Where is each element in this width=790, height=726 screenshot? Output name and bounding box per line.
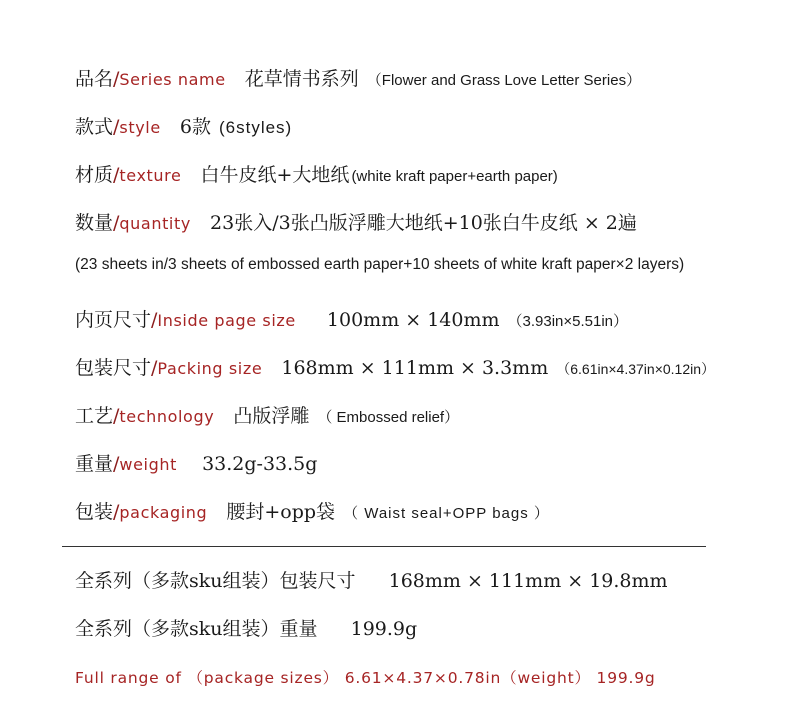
- slash: /: [113, 212, 120, 234]
- slash: /: [113, 453, 120, 475]
- spec-row-technology: [75, 401, 459, 428]
- spec-row-packing-size: [75, 353, 715, 380]
- note: （Flower and Grass Love Letter Series）: [366, 72, 642, 89]
- label-cn: 包装尺寸: [75, 357, 152, 379]
- slash: /: [113, 164, 120, 186]
- label-cn: 重量: [75, 453, 114, 475]
- quantity-note: (23 sheets in/3 sheets of embossed earth paper+10 sheets of white kraft paper×2 layers): [75, 256, 685, 273]
- slash: /: [113, 405, 120, 427]
- note: （ Waist seal+OPP bags ）: [343, 505, 550, 522]
- summary-weight-value: 199.9g: [350, 618, 418, 640]
- label-cn: 款式: [75, 116, 114, 138]
- label-cn: 数量: [75, 212, 114, 234]
- value: 23张入/3张凸版浮雕大地纸+10张白牛皮纸 × 2遍: [210, 212, 637, 234]
- spec-row-series-name: [75, 64, 641, 91]
- label-en: Inside page size: [157, 311, 296, 330]
- summary-english-line: Full range of （package sizes） 6.61×4.37×0.78in（weight） 199.9g: [75, 669, 656, 687]
- summary-size-label: 全系列（多款sku组装）包装尺寸: [75, 570, 356, 592]
- slash: /: [113, 116, 120, 138]
- label-cn: 内页尺寸: [75, 309, 152, 331]
- value: 白牛皮纸+大地纸: [200, 164, 350, 186]
- slash: /: [113, 68, 120, 90]
- spec-row-texture: [75, 160, 558, 187]
- value: 6款: [179, 116, 211, 138]
- value: 168mm × 111mm × 3.3mm: [281, 357, 549, 379]
- label-en: quantity: [119, 214, 191, 233]
- label-en: texture: [119, 166, 182, 185]
- value: 100mm × 140mm: [326, 309, 500, 331]
- value: 33.2g-33.5g: [202, 453, 318, 475]
- note: （3.93in×5.51in）: [507, 313, 629, 330]
- summary-size-value: 168mm × 111mm × 19.8mm: [388, 570, 668, 592]
- slash: /: [151, 309, 158, 331]
- slash: /: [113, 501, 120, 523]
- spec-row-inside-page-size: [75, 305, 628, 332]
- summary-weight-row: [75, 614, 417, 641]
- note: (6styles): [218, 118, 293, 137]
- spec-row-packaging: [75, 497, 550, 524]
- value: 凸版浮雕: [233, 405, 310, 427]
- label-en: Series name: [119, 70, 226, 89]
- label-en: weight: [119, 455, 177, 474]
- summary-size-row: [75, 566, 668, 593]
- label-en: Packing size: [157, 359, 263, 378]
- label-cn: 品名: [75, 68, 114, 90]
- label-cn: 工艺: [75, 405, 114, 427]
- slash: /: [151, 357, 158, 379]
- summary-weight-label: 全系列（多款sku组装）重量: [75, 618, 318, 640]
- label-en: packaging: [119, 503, 208, 522]
- note: (white kraft paper+earth paper): [351, 168, 558, 185]
- note: （6.61in×4.37in×0.12in）: [556, 361, 716, 377]
- divider: [62, 546, 706, 547]
- label-cn: 包装: [75, 501, 114, 523]
- spec-row-style: [75, 112, 292, 139]
- value: 腰封+opp袋: [226, 501, 336, 523]
- spec-row-weight: [75, 449, 317, 476]
- label-en: style: [119, 118, 161, 137]
- label-cn: 材质: [75, 164, 114, 186]
- spec-row-quantity: [75, 208, 637, 235]
- value: 花草情书系列: [244, 68, 359, 90]
- label-en: technology: [119, 407, 215, 426]
- note: （ Embossed relief）: [317, 409, 460, 426]
